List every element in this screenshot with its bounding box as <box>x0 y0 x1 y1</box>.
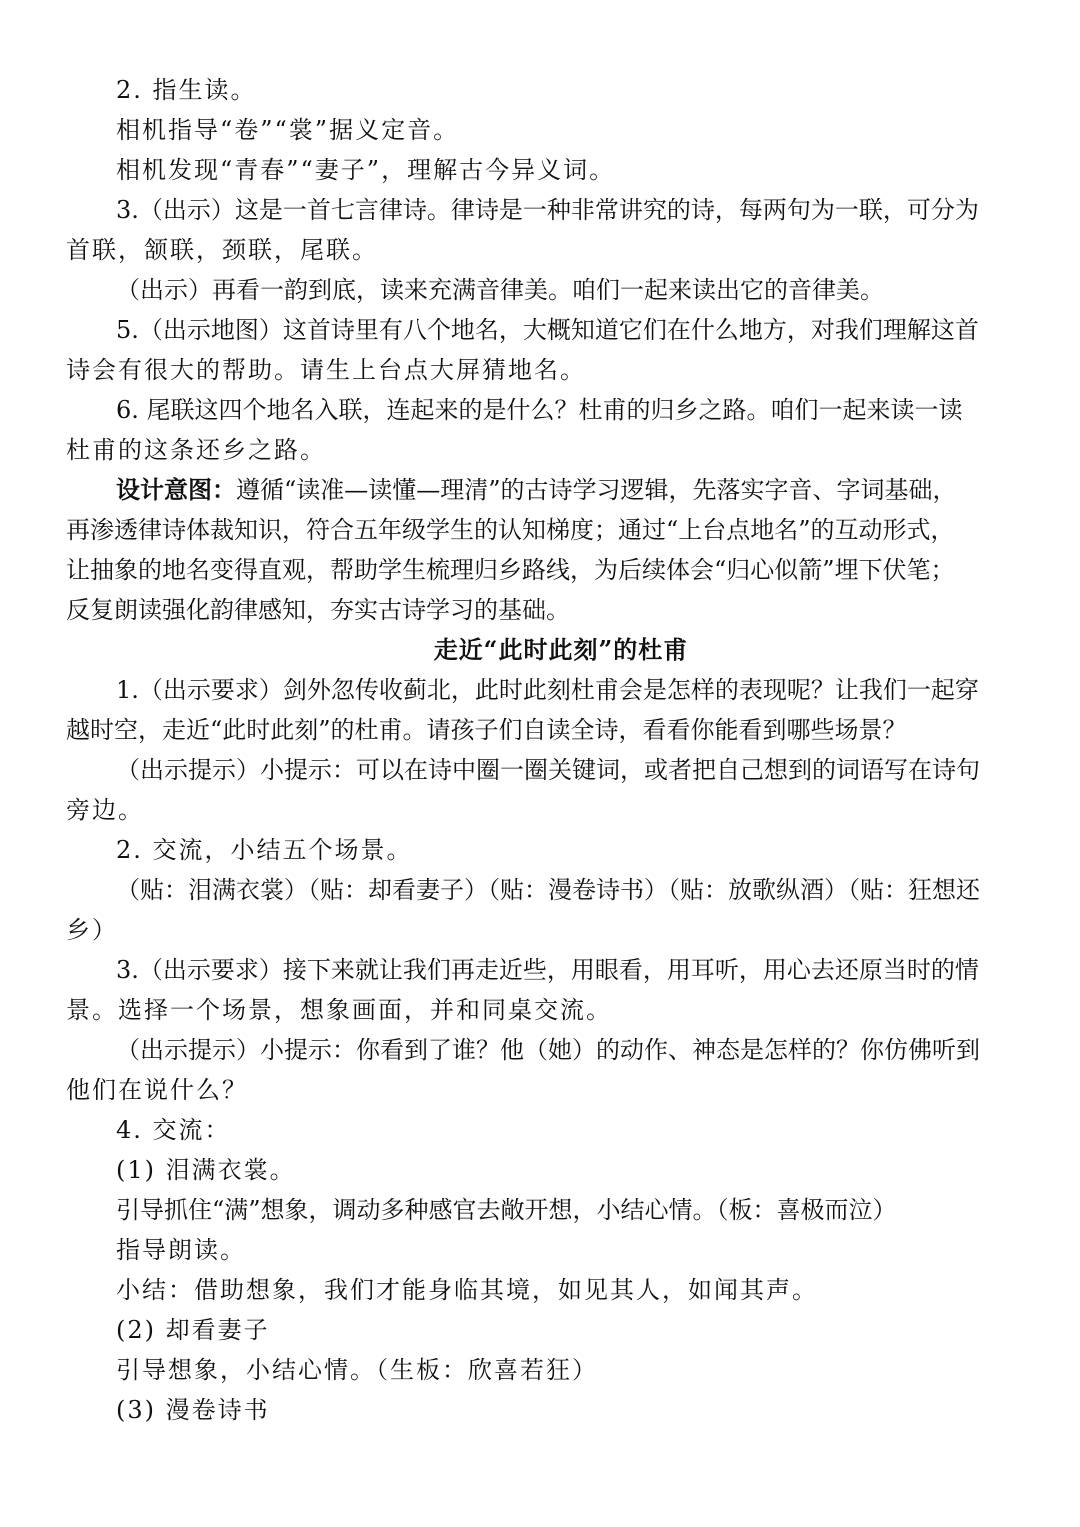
text-line: 1.（出示要求）剑外忽传收蓟北，此时此刻杜甫会是怎样的表现呢？让我们一起穿 <box>116 676 979 704</box>
text-line: （出示）再看一韵到底，读来充满音律美。咱们一起来读出它的音律美。 <box>116 276 884 304</box>
text-line: 他们在说什么？ <box>66 1076 248 1104</box>
design-intent-label: 设计意图： <box>116 475 236 504</box>
text-line: 越时空，走近“此时此刻”的杜甫。请孩子们自读全诗，看看你能看到哪些场景？ <box>66 716 907 744</box>
text-line: （贴：泪满衣裳）（贴：却看妻子）（贴：漫卷诗书）（贴：放歌纵酒）（贴：狂想还 <box>116 876 980 904</box>
text-line: 让抽象的地名变得直观，帮助学生梳理归乡路线，为后续体会“归心似箭”埋下伏笔； <box>66 556 955 584</box>
text-line: 反复朗读强化韵律感知，夯实古诗学习的基础。 <box>66 596 570 624</box>
lesson-plan-page <box>66 70 1016 1430</box>
text-line: 首联，颔联，颈联，尾联。 <box>66 236 378 264</box>
text-line: 5.（出示地图）这首诗里有八个地名，大概知道它们在什么地方，对我们理解这首 <box>116 316 979 344</box>
text-line: （出示提示）小提示：可以在诗中圈一圈关键词，或者把自己想到的词语写在诗句 <box>116 756 980 784</box>
text-line: 杜甫的这条还乡之路。 <box>66 436 326 464</box>
text-line: 2. 交流，小结五个场景。 <box>116 836 413 864</box>
text-line: 引导想象，小结心情。（生板：欣喜若狂） <box>116 1356 598 1384</box>
text-line: 引导抓住“满”想象，调动多种感官去敞开想，小结心情。（板：喜极而泣） <box>116 1196 897 1224</box>
design-intent-line <box>66 470 1016 510</box>
text-line: 旁边。 <box>66 796 144 824</box>
text-line: 4. 交流： <box>116 1116 231 1144</box>
text-line: 6. 尾联这四个地名入联，连起来的是什么？杜甫的归乡之路。咱们一起来读一读 <box>116 396 963 424</box>
section-heading: 走近“此时此刻”的杜甫 <box>433 635 689 664</box>
text-line: 再渗透律诗体裁知识，符合五年级学生的认知梯度；通过“上台点地名”的互动形式， <box>66 516 955 544</box>
text-line: (3) 漫卷诗书 <box>116 1396 270 1424</box>
text-line: 3.（出示要求）接下来就让我们再走近些，用眼看，用耳听，用心去还原当时的情 <box>116 956 979 984</box>
text-line: 乡） <box>66 916 118 944</box>
text-line: 小结：借助想象，我们才能身临其境，如见其人，如闻其声。 <box>116 1276 818 1304</box>
design-intent-text: 遵循“读准—读懂—理清”的古诗学习逻辑，先落实字音、字词基础， <box>236 476 957 504</box>
text-line: 相机发现“青春”“妻子”，理解古今异义词。 <box>116 156 616 184</box>
text-line: 指导朗读。 <box>116 1236 246 1264</box>
text-line: 2. 指生读。 <box>116 76 257 104</box>
text-line: 景。选择一个场景，想象画面，并和同桌交流。 <box>66 996 612 1024</box>
text-line: 诗会有很大的帮助。请生上台点大屏猜地名。 <box>66 356 586 384</box>
text-line: (2) 却看妻子 <box>116 1316 270 1344</box>
text-line: 相机指导“卷”“裳”据义定音。 <box>116 116 460 144</box>
text-line: (1) 泪满衣裳。 <box>116 1156 296 1184</box>
text-line: （出示提示）小提示：你看到了谁？他（她）的动作、神态是怎样的？你仿佛听到 <box>116 1036 980 1064</box>
text-line: 3.（出示）这是一首七言律诗。律诗是一种非常讲究的诗，每两句为一联，可分为 <box>116 196 979 224</box>
